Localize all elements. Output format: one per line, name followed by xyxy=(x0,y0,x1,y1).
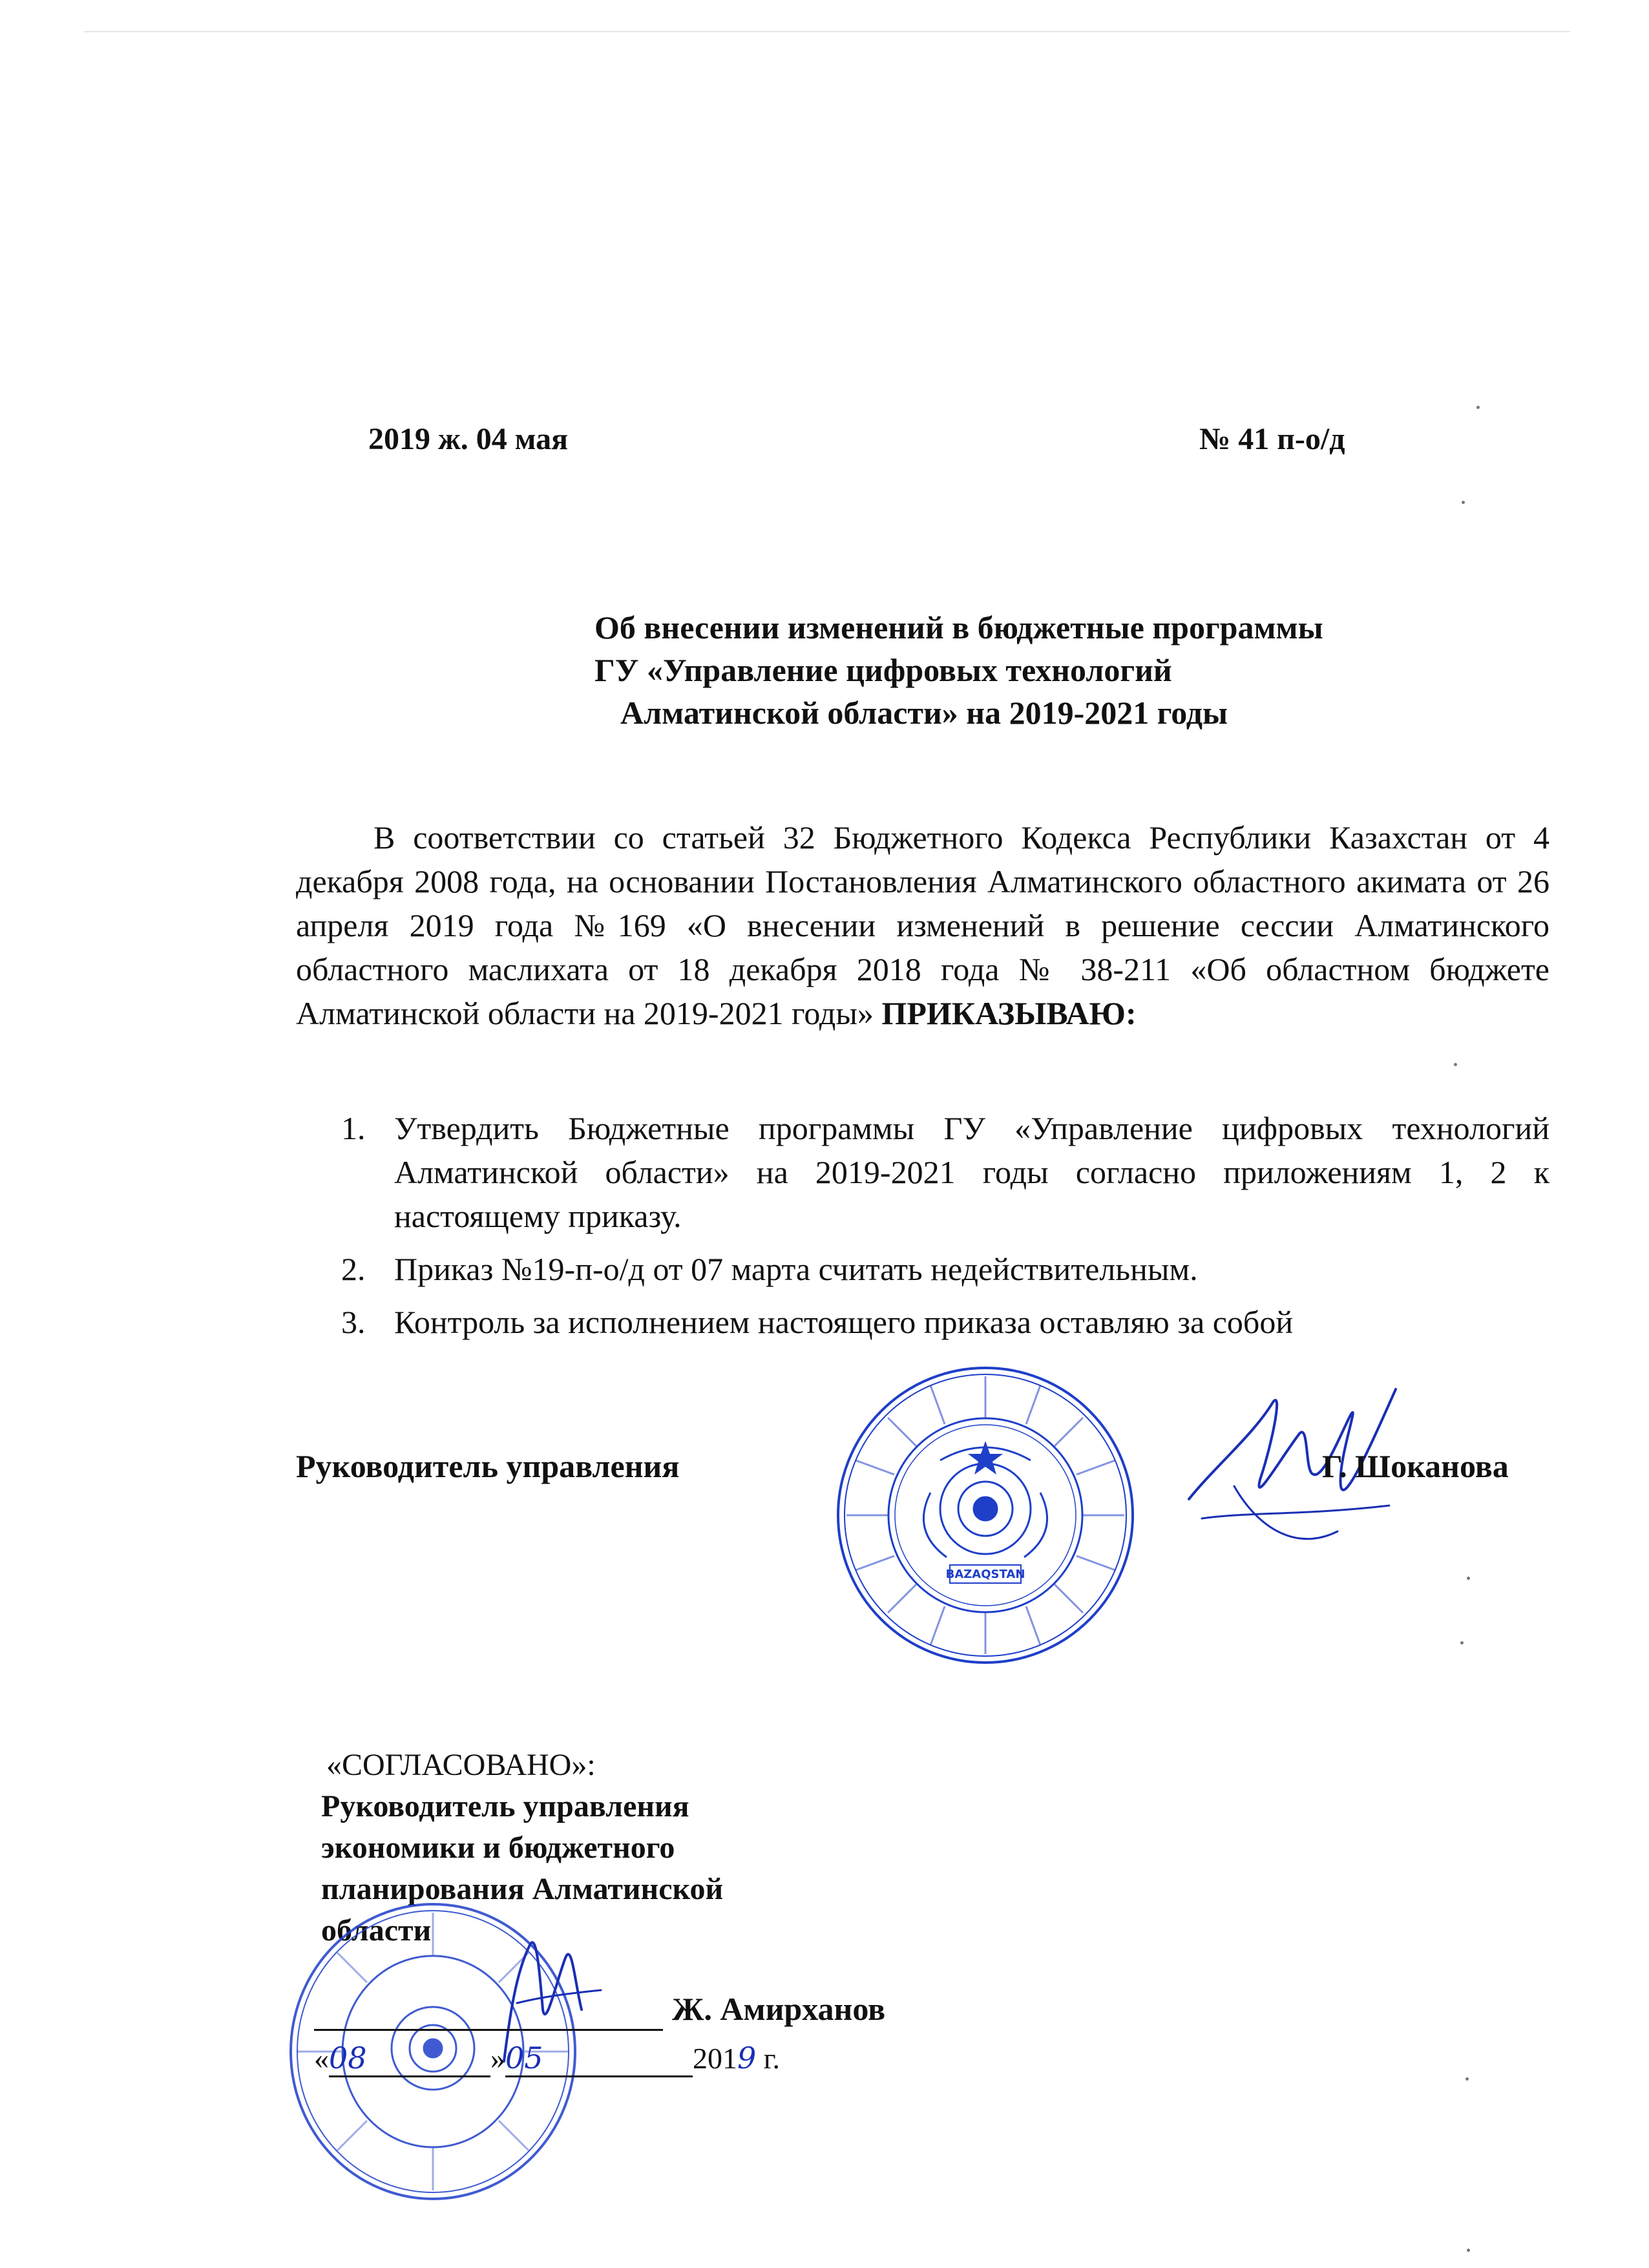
list-item xyxy=(296,1247,1549,1291)
date-quote-close: » xyxy=(490,2042,505,2075)
scan-speck xyxy=(1467,2249,1470,2252)
list-item xyxy=(296,1106,1549,1238)
list-item-text: Контроль за исполнением настоящего приказа оставляю за собой xyxy=(394,1304,1294,1340)
date-day-blank xyxy=(329,2041,490,2077)
agreement-signatory-name: Ж. Амирханов xyxy=(672,1991,886,2027)
list-item-text: Утвердить Бюджетные программы ГУ «Управление цифровых технологий Алматинской области» на 2019-2021 годы согласно приложениям 1, 2 к настоящему приказу. xyxy=(394,1110,1549,1234)
title-line-3: Алматинской области» на 2019-2021 годы xyxy=(620,695,1228,731)
scan-edge-line xyxy=(84,31,1570,32)
scan-speck xyxy=(1465,2077,1469,2081)
agreement-line-1: Руководитель управления xyxy=(321,1789,689,1823)
agreement-heading: «СОГЛАСОВАНО»: xyxy=(326,1748,596,1782)
list-item-number: 2. xyxy=(341,1251,366,1287)
preamble-paragraph xyxy=(296,815,1549,1035)
date-month-blank xyxy=(505,2041,693,2077)
list-item-text: Приказ №19-п-о/д от 07 марта считать недействительным. xyxy=(394,1251,1198,1287)
list-item xyxy=(296,1300,1549,1344)
official-seal-icon xyxy=(834,1363,1137,1667)
scan-speck xyxy=(1467,1577,1470,1580)
date-year-handwritten: 9 xyxy=(737,2041,757,2075)
date-day-handwritten: 08 xyxy=(329,2041,367,2075)
agreement-line-2: экономики и бюджетного xyxy=(321,1831,675,1865)
agreement-line-4: области xyxy=(321,1913,432,1948)
date-year-prefix: 201 xyxy=(693,2042,737,2075)
preamble-text: В соответствии со статьей 32 Бюджетного Кодекса Республики Казахстан от 4 декабря 2008 года, на основании Постановления Алматинского областного акимата от 26 апреля 2019 года №169 «О внесении изменений в решение сессии Алматинского областного маслихата от 18 декабря 2018 года № 38-211 «Об областном бюджете Алматинской области на 2019-2021 годы» xyxy=(296,819,1549,1031)
scan-speck xyxy=(1460,1641,1464,1644)
agreement-date-line xyxy=(314,2041,780,2077)
signatory-name: Г. Шоканова xyxy=(1322,1448,1509,1484)
agreement-line-3: планирования Алматинской xyxy=(321,1872,724,1906)
scan-speck xyxy=(1454,1063,1457,1066)
date-year-suffix: г. xyxy=(756,2042,780,2075)
list-item-number: 3. xyxy=(341,1304,366,1340)
document-title xyxy=(594,606,1499,734)
title-line-1: Об внесении изменений в бюджетные программы xyxy=(594,609,1323,646)
agreement-signature-line xyxy=(314,2029,663,2031)
signatory-role: Руководитель управления xyxy=(296,1448,680,1484)
order-number: № 41 п-о/д xyxy=(1199,422,1345,456)
seal-emblem-text: BAZAQSTAN xyxy=(945,1568,1025,1581)
date-quote-open: « xyxy=(314,2042,329,2075)
date-month-handwritten: 05 xyxy=(505,2041,543,2075)
list-item-number: 1. xyxy=(341,1110,366,1146)
order-date: 2019 ж. 04 мая xyxy=(368,422,569,456)
order-items-list xyxy=(296,1106,1549,1353)
scan-speck xyxy=(1462,501,1465,504)
scan-speck xyxy=(1476,406,1480,409)
title-line-2: ГУ «Управление цифровых технологий xyxy=(594,652,1172,688)
order-word: ПРИКАЗЫВАЮ: xyxy=(881,995,1137,1031)
